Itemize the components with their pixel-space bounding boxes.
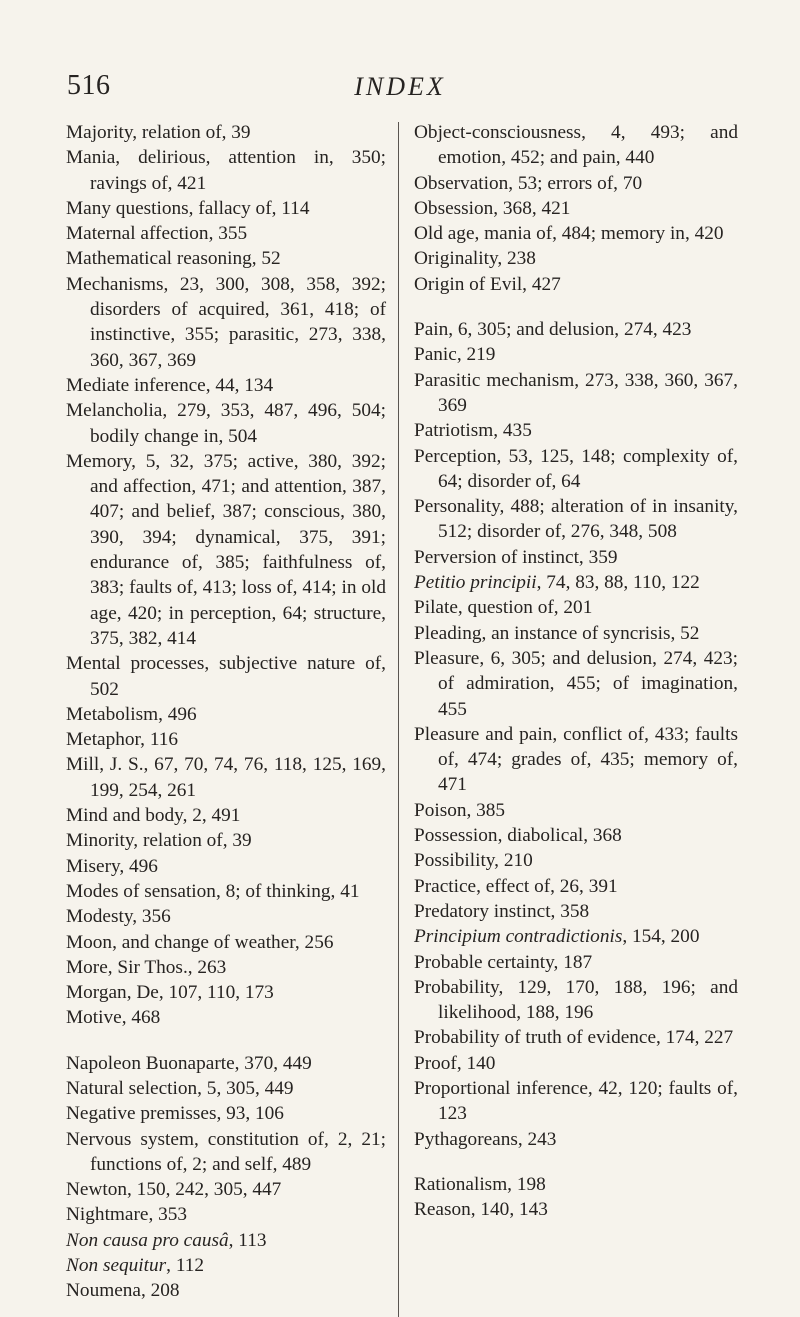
index-entry-text: Proportional inference, 42, 120; faults of, 123 <box>414 1077 738 1125</box>
index-entry <box>414 196 738 221</box>
index-entry-text: Mental processes, subjective nature of, 502 <box>66 653 386 700</box>
index-entry-text: Melancholia, 279, 353, 487, 496, 504; bodily change in, 504 <box>66 400 386 447</box>
index-entry-text: Pain, 6, 305; and delusion, 274, 423 <box>414 319 692 341</box>
index-entry-text: Predatory instinct, 358 <box>414 900 590 922</box>
index-entry-text: Perception, 53, 125, 148; complexity of, 64; disorder of, 64 <box>414 445 738 492</box>
index-entry <box>66 272 386 373</box>
index-entry-text: Mania, delirious, attention in, 350; ravings of, 421 <box>66 147 386 194</box>
index-entry-text: Mind and body, 2, 491 <box>66 805 241 827</box>
index-entry <box>66 221 386 246</box>
index-entry-text: Minority, relation of, 39 <box>66 830 252 852</box>
index-entry <box>66 879 386 904</box>
index-entry <box>66 727 386 752</box>
index-entry <box>414 171 738 196</box>
index-entry-text: Pleasure, 6, 305; and delusion, 274, 423; of admiration, 455; of imagination, 455 <box>414 647 738 720</box>
index-entry <box>66 702 386 727</box>
index-entry-pages: , 113 <box>228 1229 267 1251</box>
index-entry <box>414 317 738 342</box>
index-entry <box>66 980 386 1005</box>
index-entry <box>414 924 738 949</box>
index-entry <box>414 1051 738 1076</box>
page-title: INDEX <box>354 72 446 101</box>
index-entry-text: Rationalism, 198 <box>414 1173 546 1195</box>
index-entry-text: Reason, 140, 143 <box>414 1199 548 1221</box>
index-entry <box>66 120 386 145</box>
index-entry-italic-term: Principium contradictionis <box>414 926 623 948</box>
index-entry <box>66 1278 386 1303</box>
index-entry <box>66 1051 386 1076</box>
index-entry-text: Personality, 488; alteration of in insanity, 512; disorder of, 276, 348, 508 <box>414 496 738 543</box>
index-entry <box>414 950 738 975</box>
index-entry-text: Misery, 496 <box>66 855 158 877</box>
index-entry-text: Many questions, fallacy of, 114 <box>66 197 310 219</box>
index-entry <box>414 646 738 722</box>
index-entry <box>414 494 738 545</box>
index-entry <box>66 1005 386 1030</box>
index-entry <box>66 1127 386 1178</box>
index-entry-text: Panic, 219 <box>414 344 496 366</box>
index-entry-text: Perversion of instinct, 359 <box>414 546 618 568</box>
index-entry-text: Probability of truth of evidence, 174, 227 <box>414 1027 734 1049</box>
index-entry <box>414 1076 738 1127</box>
index-entry-text: Originality, 238 <box>414 248 536 270</box>
index-entry <box>66 1202 386 1227</box>
index-entry-text: Poison, 385 <box>414 799 506 821</box>
index-entry <box>414 899 738 924</box>
index-entry-text: Negative premisses, 93, 106 <box>66 1103 284 1125</box>
index-entry <box>414 848 738 873</box>
index-entry <box>66 1253 386 1278</box>
index-entry <box>414 570 738 595</box>
index-entry-text: Mill, J. S., 67, 70, 74, 76, 118, 125, 169, 199, 254, 261 <box>66 754 386 801</box>
index-entry-text: Mediate inference, 44, 134 <box>66 374 274 396</box>
index-entry-text: Obsession, 368, 421 <box>414 197 571 219</box>
index-entry-italic-term: Non sequitur <box>66 1255 167 1277</box>
index-entry <box>414 272 738 297</box>
index-entry-text: Observation, 53; errors of, 70 <box>414 172 643 194</box>
index-entry <box>66 1228 386 1253</box>
index-entry-text: Newton, 150, 242, 305, 447 <box>66 1179 282 1201</box>
index-entry <box>414 368 738 419</box>
index-entry <box>414 975 738 1026</box>
index-entry <box>414 1025 738 1050</box>
index-entry <box>414 342 738 367</box>
index-entry <box>66 373 386 398</box>
index-entry-text: Origin of Evil, 427 <box>414 273 561 295</box>
index-entry <box>66 752 386 803</box>
index-entry <box>66 803 386 828</box>
index-entry <box>66 449 386 651</box>
index-entry <box>414 444 738 495</box>
index-entry-text: Pleading, an instance of syncrisis, 52 <box>414 622 700 644</box>
index-entry <box>414 120 738 171</box>
index-entry <box>414 1127 738 1152</box>
index-entry <box>66 930 386 955</box>
index-entry-text: Proof, 140 <box>414 1052 496 1074</box>
index-entry-text: Metaphor, 116 <box>66 729 179 751</box>
column-divider <box>398 122 399 1317</box>
index-entry <box>414 1172 738 1197</box>
index-entry-text: Practice, effect of, 26, 391 <box>414 875 618 897</box>
index-entry <box>414 221 738 246</box>
index-entry-text: Mathematical reasoning, 52 <box>66 248 281 270</box>
index-entry-text: Probable certainty, 187 <box>414 951 593 973</box>
index-entry <box>66 828 386 853</box>
index-entry <box>66 398 386 449</box>
index-entry-text: Pythagoreans, 243 <box>414 1128 557 1150</box>
index-entry <box>414 722 738 798</box>
index-entry-text: Nightmare, 353 <box>66 1204 188 1226</box>
index-entry-text: Possession, diabolical, 368 <box>414 825 622 847</box>
index-entry-text: Possibility, 210 <box>414 850 533 872</box>
index-entry-text: Natural selection, 5, 305, 449 <box>66 1077 294 1099</box>
index-entry-italic-term: Petitio principii <box>414 572 537 594</box>
index-entry-text: Metabolism, 496 <box>66 703 197 725</box>
index-entry-text: Nervous system, constitution of, 2, 21; functions of, 2; and self, 489 <box>66 1128 386 1175</box>
index-entry <box>66 904 386 929</box>
index-entry <box>414 246 738 271</box>
index-entry <box>414 621 738 646</box>
index-entry <box>66 246 386 271</box>
index-column-left <box>66 120 386 1304</box>
index-entry-text: Object-consciousness, 4, 493; and emotion, 452; and pain, 440 <box>414 122 738 169</box>
index-entry-text: Patriotism, 435 <box>414 420 532 442</box>
index-entry <box>66 854 386 879</box>
index-entry-text: Probability, 129, 170, 188, 196; and likelihood, 188, 196 <box>414 976 738 1024</box>
index-entry <box>414 1197 738 1222</box>
index-entry-pages: , 112 <box>166 1255 205 1277</box>
index-entry <box>66 1101 386 1126</box>
index-entry-text: Noumena, 208 <box>66 1280 180 1302</box>
index-entry <box>414 874 738 899</box>
index-entry <box>414 545 738 570</box>
index-entry-text: Modes of sensation, 8; of thinking, 41 <box>66 880 360 902</box>
index-entry <box>66 1177 386 1202</box>
index-entry-text: Old age, mania of, 484; memory in, 420 <box>414 223 724 245</box>
index-entry-text: Moon, and change of weather, 256 <box>66 931 334 953</box>
index-column-right <box>414 120 738 1222</box>
index-entry-text: Modesty, 356 <box>66 906 171 928</box>
index-entry-text: More, Sir Thos., 263 <box>66 956 227 978</box>
index-entry-text: Parasitic mechanism, 273, 338, 360, 367, 369 <box>414 369 738 416</box>
index-entry-text: Morgan, De, 107, 110, 173 <box>66 982 274 1004</box>
index-entry-text: Pilate, question of, 201 <box>414 597 593 619</box>
index-entry-text: Napoleon Buonaparte, 370, 449 <box>66 1052 312 1074</box>
index-entry <box>66 196 386 221</box>
index-entry-text: Pleasure and pain, conflict of, 433; faults of, 474; grades of, 435; memory of, 471 <box>414 723 738 796</box>
index-entry-text: Memory, 5, 32, 375; active, 380, 392; and affection, 471; and attention, 387, 407; and belief, 387; conscious, 380, 390, 394; dynamical, 375, 391; endurance of, 385; faithfulness of, 383; faults of, 413; loss of, 414; in old age, 420; in perception, 64; structure, 375, 382, 414 <box>66 450 386 649</box>
index-entry <box>414 418 738 443</box>
index-entry-italic-term: Non causa pro causâ <box>66 1229 229 1251</box>
index-entry <box>66 145 386 196</box>
index-entry-text: Maternal affection, 355 <box>66 223 248 245</box>
index-entry-text: Majority, relation of, 39 <box>66 122 251 143</box>
index-entry-text: Mechanisms, 23, 300, 308, 358, 392; disorders of acquired, 361, 418; of instinctive, 355; parasitic, 273, 338, 360, 367, 369 <box>66 273 386 371</box>
index-entry <box>414 823 738 848</box>
index-entry <box>66 1076 386 1101</box>
index-entry <box>66 955 386 980</box>
index-entry <box>414 595 738 620</box>
index-entry <box>414 798 738 823</box>
page-number: 516 <box>67 70 111 101</box>
index-entry <box>66 651 386 702</box>
index-entry-text: Motive, 468 <box>66 1007 161 1029</box>
index-entry-pages: , 154, 200 <box>622 926 700 948</box>
index-entry-pages: , 74, 83, 88, 110, 122 <box>536 572 700 594</box>
